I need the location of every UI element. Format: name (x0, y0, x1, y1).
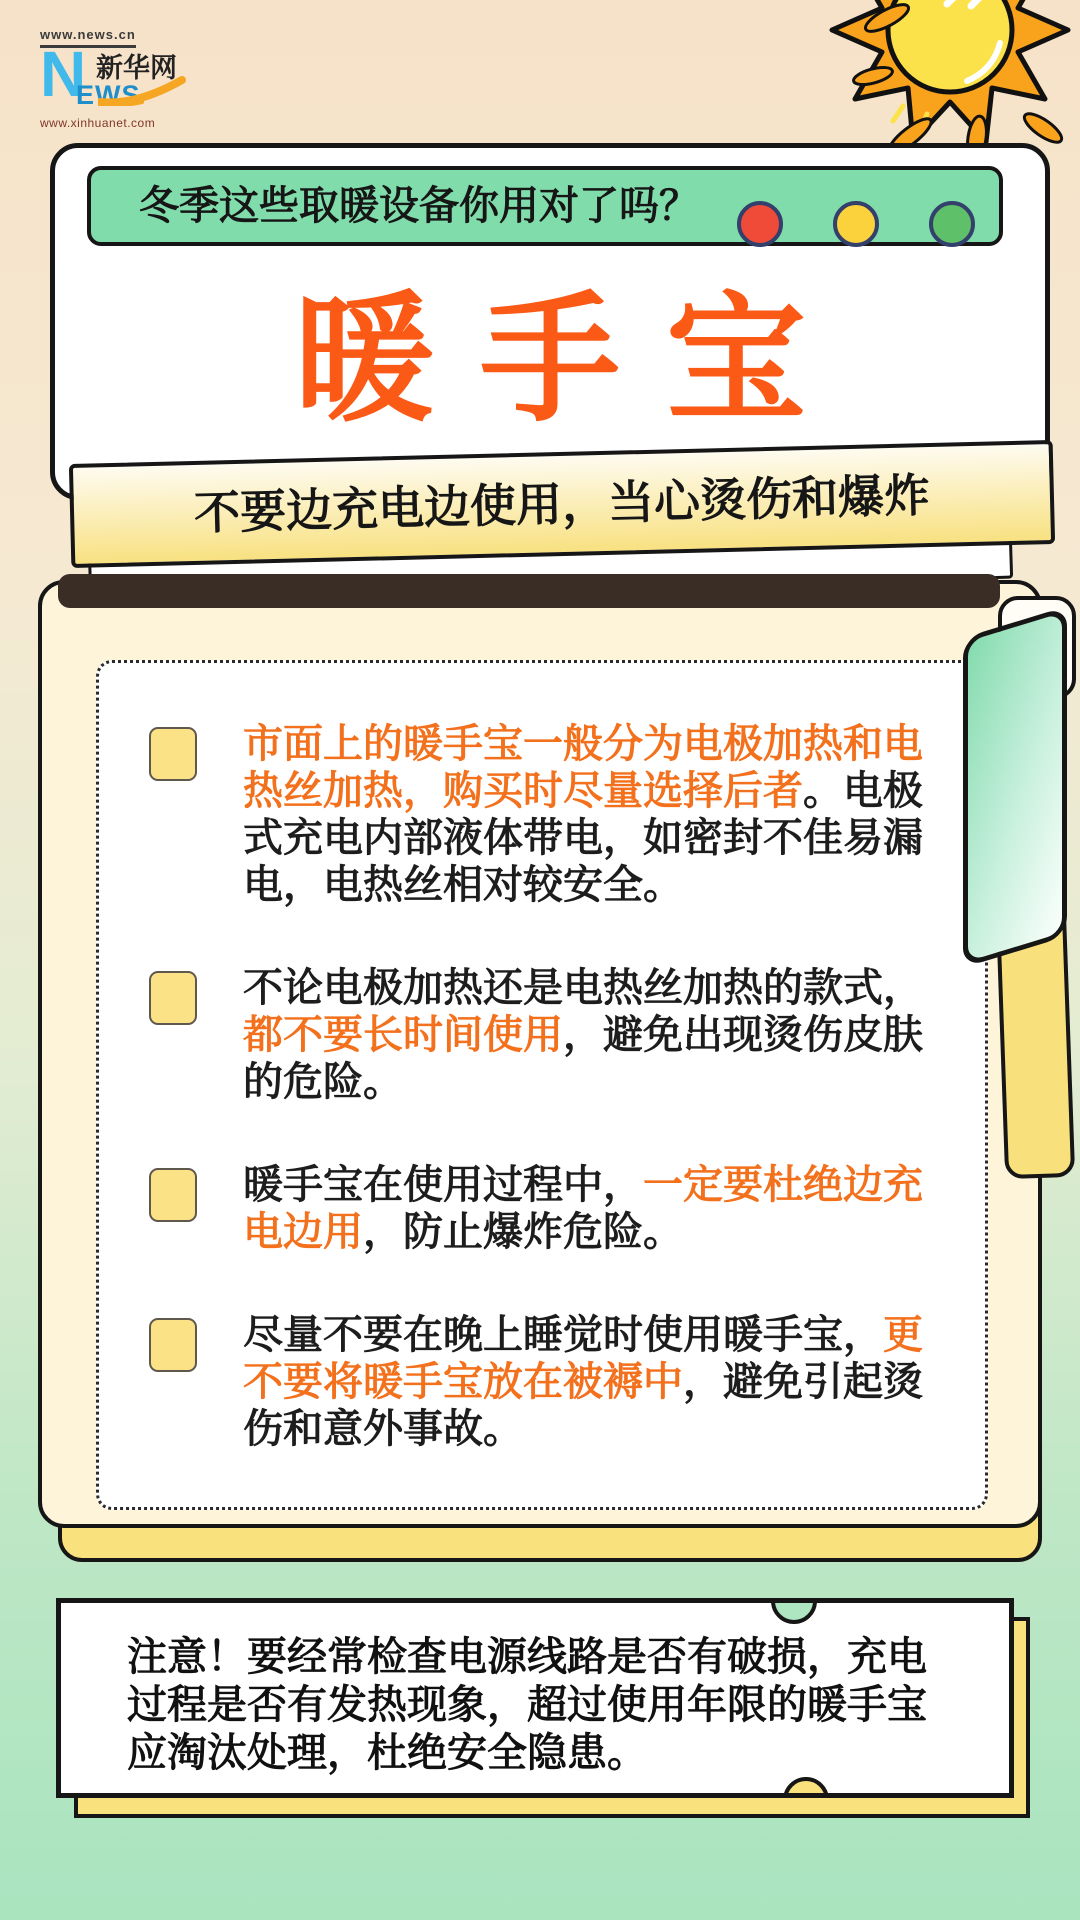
tip-text (243, 1162, 948, 1256)
yellow-square-bullet-icon (149, 971, 197, 1025)
yellow-square-bullet-icon (149, 1318, 197, 1372)
ticket-notch-bottom-icon (783, 1777, 829, 1798)
cartoon-sun-icon (695, 0, 1080, 163)
red-dot-icon (737, 201, 783, 247)
ticket-notch-top-icon (771, 1598, 817, 1624)
tip-text-segment: ，避免引起烫伤和意外事故。 (243, 1360, 923, 1451)
tip-text-segment: ，避免出现烫伤皮肤的危险。 (243, 1013, 923, 1104)
logo-mark (40, 38, 200, 110)
note-text: 注意！要经常检查电源线路是否有破损，充电过程是否有发热现象，超过使用年限的暖手宝应淘汰处理，杜绝安全隐患。 (127, 1635, 927, 1775)
logo-url-bottom: www.xinhuanet.com (40, 116, 156, 130)
tip-text-segment: 尽量不要在晚上睡觉时使用暖手宝， (243, 1313, 883, 1357)
window-title-bar (87, 166, 1003, 246)
page-fold-green-tab (963, 606, 1067, 968)
logo-letters-ews: EWS (76, 80, 141, 110)
yellow-square-bullet-icon (149, 1168, 197, 1222)
green-dot-icon (929, 201, 975, 247)
note-box (56, 1598, 1014, 1798)
xinhuanet-logo (40, 26, 200, 130)
logo-chinese-name: 新华网 (96, 53, 177, 83)
tip-item (149, 965, 949, 1106)
tip-item (149, 1162, 949, 1256)
tip-item (149, 721, 949, 909)
yellow-dot-icon (833, 201, 879, 247)
tips-panel (96, 660, 988, 1510)
tip-item (149, 1312, 949, 1453)
orange-swoosh-icon (98, 76, 186, 106)
tip-text-segment: 都不要长时间使用 (243, 1013, 563, 1057)
tip-text-segment: 一定要杜绝边充电边用 (243, 1163, 923, 1254)
warning-banner: 不要边充电边使用，当心烫伤和爆炸 (69, 440, 1055, 568)
clip-bar (58, 574, 1000, 608)
window-title: 冬季这些取暖设备你用对了吗？ (139, 184, 699, 228)
tip-text-segment: 。电极式充电内部液体带电，如密封不佳易漏电，电热丝相对较安全。 (243, 769, 923, 907)
tip-text (243, 1312, 948, 1453)
tip-text-segment: 更不要将暖手宝放在被褥中 (243, 1313, 923, 1404)
tip-text-segment: 不论电极加热还是电热丝加热的款式， (243, 966, 923, 1010)
tip-text-segment: ，防止爆炸危险。 (363, 1210, 683, 1254)
page-title: 暖手宝 (293, 281, 852, 438)
logo-url-top: www.news.cn (40, 27, 136, 48)
yellow-square-bullet-icon (149, 727, 197, 781)
tip-text (243, 721, 948, 909)
tip-text (243, 965, 948, 1106)
tip-text-segment: 暖手宝在使用过程中， (243, 1163, 643, 1207)
logo-letter-n: N (40, 38, 87, 110)
tip-text-segment: 市面上的暖手宝一般分为电极加热和电热丝加热，购买时尽量选择后者 (243, 722, 923, 813)
